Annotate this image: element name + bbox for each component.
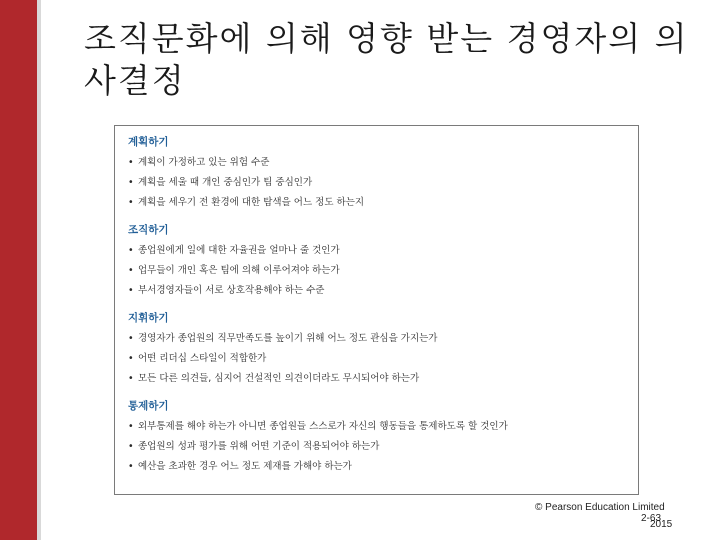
bullet-dot: • (128, 245, 134, 256)
section-heading: 조직하기 (128, 224, 169, 236)
bullet-dot: • (128, 333, 134, 344)
footer-copyright: © Pearson Education Limited (535, 502, 665, 513)
bullet-item (128, 437, 638, 457)
footer-year: 2015 (650, 519, 673, 530)
bullet-text: 외부통제를 해야 하는가 아니면 종업원들 스스로가 자신의 행동들을 통제하도록 할 것인가 (138, 421, 508, 432)
bullet-item (128, 193, 638, 213)
section-heading: 지휘하기 (128, 312, 169, 324)
section-heading: 통제하기 (128, 400, 169, 412)
section-leading (128, 311, 638, 389)
bullet-item (128, 173, 638, 193)
bullet-item (128, 369, 638, 389)
footer-page-number: 2-63 (641, 513, 662, 524)
bullet-dot: • (128, 157, 134, 168)
bullet-dot: • (128, 373, 134, 384)
bullet-text: 어떤 리더십 스타일이 적합한가 (138, 353, 267, 364)
bullet-text: 경영자가 종업원의 직무만족도를 높이기 위해 어느 정도 관심을 가지는가 (138, 333, 438, 344)
bullet-dot: • (128, 353, 134, 364)
bullet-item (128, 153, 638, 173)
bullet-text: 업무들이 개인 혹은 팀에 의해 이루어져야 하는가 (138, 265, 340, 276)
bullet-text: 부서경영자들이 서로 상호작용해야 하는 수준 (138, 285, 325, 296)
bullet-text: 계획을 세우기 전 환경에 대한 탐색을 어느 정도 하는지 (138, 197, 365, 208)
bullet-item (128, 417, 638, 437)
bullet-text: 모든 다른 의견들, 심지어 건설적인 의견이더라도 무시되어야 하는가 (138, 373, 420, 384)
bullet-dot: • (128, 285, 134, 296)
bullet-item (128, 349, 638, 369)
bullet-text: 계획이 가정하고 있는 위험 수준 (138, 157, 270, 168)
bullet-text: 종업원의 성과 평가를 위해 어떤 기준이 적용되어야 하는가 (138, 441, 380, 452)
left-accent-bar-edge (37, 0, 41, 540)
bullet-dot: • (128, 177, 134, 188)
left-accent-bar (0, 0, 37, 540)
section-heading: 계획하기 (128, 136, 169, 148)
bullet-dot: • (128, 461, 134, 472)
bullet-text: 계획을 세울 때 개인 중심인가 팀 중심인가 (138, 177, 313, 188)
bullet-item (128, 281, 638, 301)
section-planning (128, 135, 638, 213)
section-organizing (128, 223, 638, 301)
bullet-item (128, 241, 638, 261)
bullet-item (128, 457, 638, 477)
bullet-dot: • (128, 197, 134, 208)
bullet-text: 종업원에게 일에 대한 자율권을 얼마나 줄 것인가 (138, 245, 340, 256)
bullet-item (128, 329, 638, 349)
content-box (114, 125, 639, 495)
bullet-item (128, 261, 638, 281)
bullet-dot: • (128, 265, 134, 276)
bullet-text: 예산을 초과한 경우 어느 정도 제재를 가해야 하는가 (138, 461, 352, 472)
slide-title: 조직문화에 의해 영향 받는 경영자의 의사결정 (84, 19, 689, 100)
bullet-dot: • (128, 421, 134, 432)
bullet-dot: • (128, 441, 134, 452)
section-controlling (128, 399, 638, 477)
